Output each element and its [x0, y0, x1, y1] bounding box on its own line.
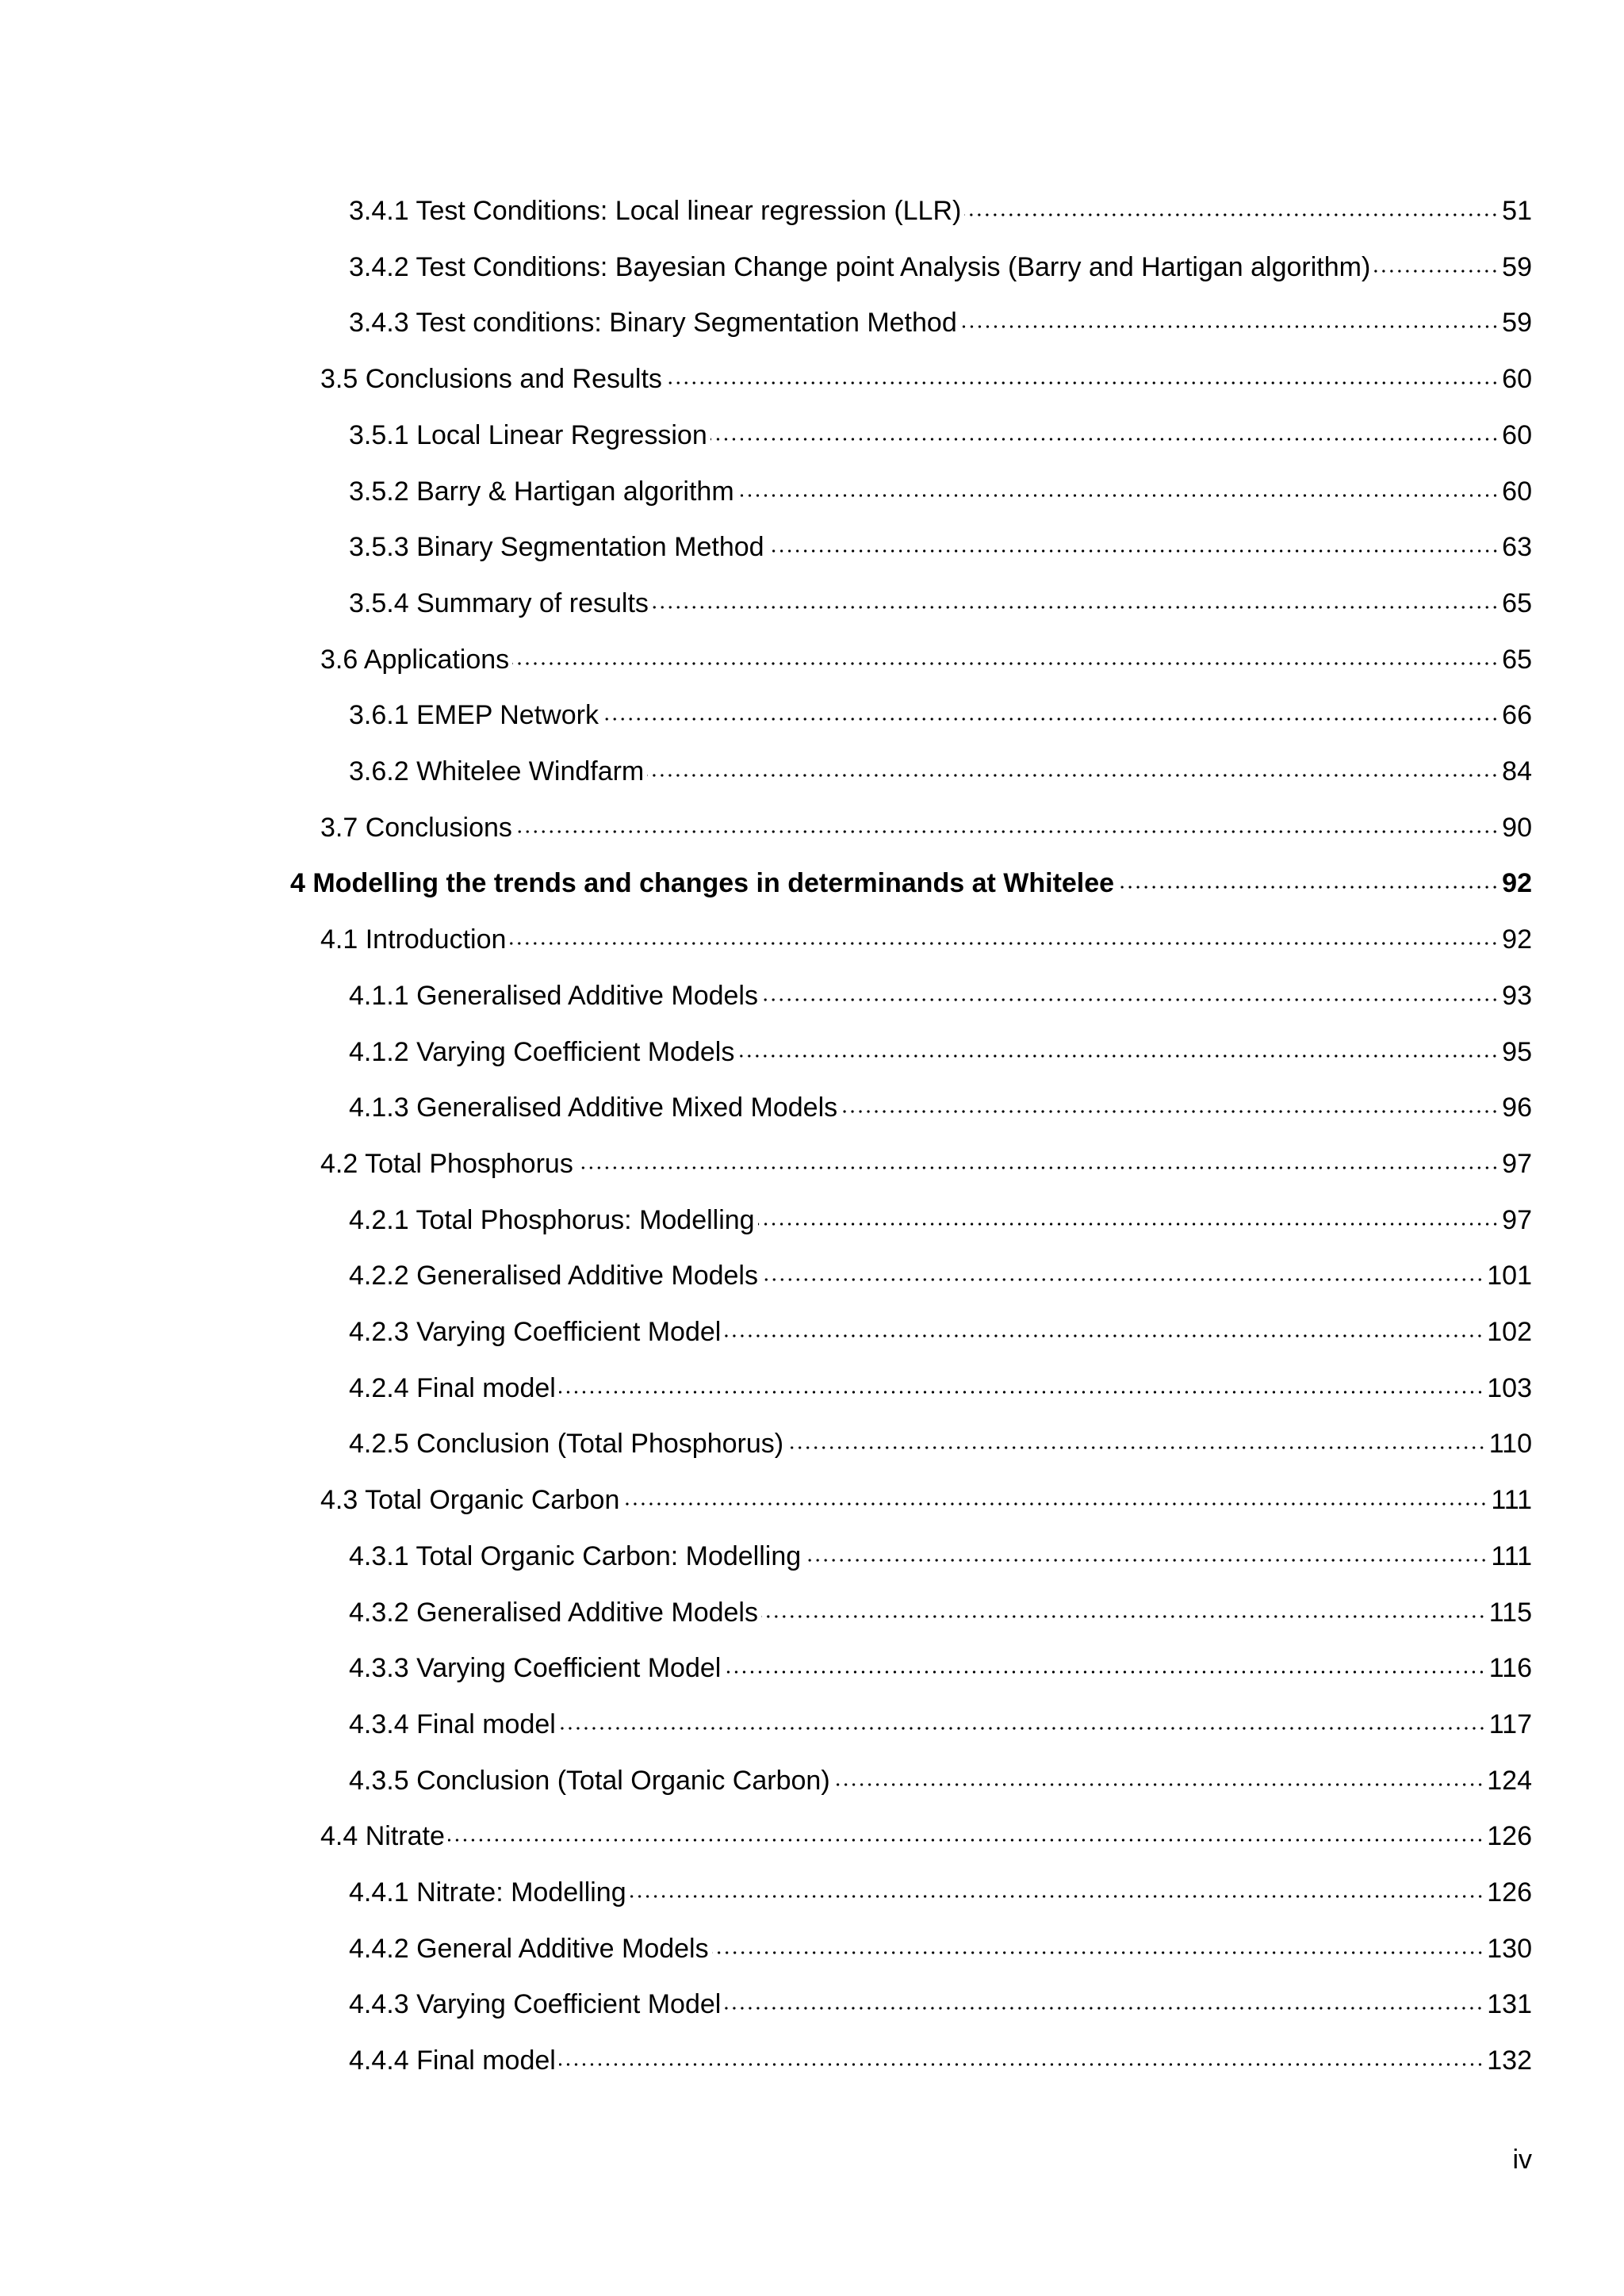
toc-entry-label: 3.5 Conclusions and Results: [320, 364, 662, 395]
toc-entry-label: 4.3.5 Conclusion (Total Organic Carbon): [349, 1765, 830, 1796]
toc-entry-label: 4 Modelling the trends and changes in determinands at Whitelee: [290, 868, 1115, 899]
toc-entry-label: 4.4.4 Final model: [349, 2045, 556, 2076]
dot-leader: [737, 1054, 1499, 1058]
dot-leader: [622, 1502, 1488, 1506]
toc-entry-label: 4.4.1 Nitrate: Modelling: [349, 1877, 626, 1908]
toc-entry-page: 95: [1502, 1036, 1532, 1067]
dot-leader: [602, 718, 1499, 721]
dot-leader: [761, 1615, 1486, 1618]
toc-entry-page: 115: [1488, 1597, 1532, 1628]
toc-entry[interactable]: [349, 1201, 1532, 1239]
toc-entry-page: 101: [1487, 1261, 1532, 1292]
toc-entry[interactable]: [349, 1257, 1532, 1295]
toc-entry-page: 102: [1487, 1317, 1532, 1347]
toc-entry[interactable]: [349, 416, 1532, 454]
toc-entry[interactable]: [349, 1089, 1532, 1127]
dot-leader: [724, 2007, 1484, 2010]
toc-entry[interactable]: [349, 1873, 1532, 1911]
toc-entry-page: 66: [1502, 700, 1532, 731]
dot-leader: [1373, 270, 1499, 273]
toc-entry-page: 60: [1502, 419, 1532, 450]
toc-entry-page: 111: [1491, 1485, 1532, 1516]
dot-leader: [761, 1278, 1484, 1281]
dot-leader: [1117, 886, 1499, 889]
dot-leader: [737, 494, 1500, 497]
dot-leader: [652, 606, 1499, 609]
toc-entry-label: 3.5.3 Binary Segmentation Method: [349, 532, 764, 563]
toc-entry-page: 63: [1502, 532, 1532, 563]
toc-entry-page: 93: [1502, 980, 1532, 1011]
toc-entry[interactable]: [349, 1369, 1532, 1407]
toc-entry-label: 4.4 Nitrate: [320, 1821, 445, 1852]
dot-leader: [761, 998, 1499, 1001]
dot-leader: [787, 1446, 1486, 1449]
toc-entry[interactable]: [320, 1817, 1532, 1855]
toc-entry[interactable]: [349, 1649, 1532, 1687]
dot-leader: [833, 1783, 1484, 1786]
toc-entry-label: 4.3.1 Total Organic Carbon: Modelling: [349, 1540, 802, 1571]
toc-entry[interactable]: [349, 304, 1532, 342]
dot-leader: [665, 381, 1499, 385]
dot-leader: [841, 1110, 1499, 1113]
toc-entry-page: 84: [1502, 756, 1532, 786]
dot-leader: [630, 1895, 1484, 1898]
toc-entry[interactable]: [290, 864, 1532, 902]
toc-entry-page: 97: [1502, 1148, 1532, 1179]
toc-entry[interactable]: [349, 752, 1532, 790]
toc-entry-page: 130: [1487, 1933, 1532, 1964]
dot-leader: [559, 1727, 1486, 1730]
toc-entry-label: 3.4.2 Test Conditions: Bayesian Change point Analysis (Barry and Hartigan algorithm): [349, 251, 1371, 282]
toc-entry[interactable]: [320, 920, 1532, 959]
toc-entry-label: 4.1 Introduction: [320, 924, 507, 955]
toc-entry-page: 90: [1502, 812, 1532, 843]
toc-entry[interactable]: [349, 528, 1532, 566]
toc-entry-label: 4.4.3 Varying Coefficient Model: [349, 1989, 722, 2020]
toc-entry-page: 124: [1487, 1765, 1532, 1796]
dot-leader: [448, 1839, 1484, 1842]
toc-entry-page: 59: [1502, 308, 1532, 339]
toc-entry-page: 65: [1502, 644, 1532, 675]
toc-entry-page: 65: [1502, 587, 1532, 618]
dot-leader: [559, 1391, 1484, 1394]
page-number: iv: [1512, 2145, 1532, 2175]
toc-entry-page: 60: [1502, 476, 1532, 507]
toc-entry[interactable]: [349, 584, 1532, 622]
toc-entry-label: 3.5.4 Summary of results: [349, 587, 649, 618]
toc-entry-page: 59: [1502, 251, 1532, 282]
toc-entry-page: 126: [1487, 1821, 1532, 1852]
toc-entry[interactable]: [349, 696, 1532, 734]
toc-entry-label: 3.4.3 Test conditions: Binary Segmentation Method: [349, 308, 957, 339]
toc-entry[interactable]: [349, 192, 1532, 230]
dot-leader: [515, 830, 1499, 833]
toc-entry[interactable]: [349, 1594, 1532, 1632]
dot-leader: [960, 325, 1499, 328]
dot-leader: [758, 1223, 1500, 1226]
dot-leader: [712, 1951, 1484, 1954]
toc-entry-page: 131: [1487, 1989, 1532, 2020]
toc-entry-page: 117: [1488, 1709, 1532, 1739]
toc-entry-page: 126: [1487, 1877, 1532, 1908]
toc-entry[interactable]: [320, 1145, 1532, 1183]
toc-entry-label: 4.3 Total Organic Carbon: [320, 1485, 620, 1516]
toc-entry-page: 116: [1488, 1653, 1532, 1684]
toc-entry-label: 3.4.1 Test Conditions: Local linear regression (LLR): [349, 196, 962, 226]
toc-entry[interactable]: [320, 809, 1532, 847]
toc-entry[interactable]: [320, 360, 1532, 398]
toc-entry-page: 92: [1502, 868, 1532, 899]
toc-entry[interactable]: [349, 248, 1532, 286]
toc-entry-label: 4.2.5 Conclusion (Total Phosphorus): [349, 1429, 784, 1460]
toc-entry-label: 4.2.4 Final model: [349, 1372, 556, 1403]
toc-entry[interactable]: [349, 1313, 1532, 1351]
dot-leader: [710, 438, 1499, 441]
toc-entry-label: 3.7 Conclusions: [320, 812, 512, 843]
toc-entry-label: 3.5.1 Local Linear Regression: [349, 419, 707, 450]
toc-entry-page: 111: [1491, 1540, 1532, 1571]
toc-entry-label: 3.6.2 Whitelee Windfarm: [349, 756, 645, 786]
toc-entry-label: 4.2.2 Generalised Additive Models: [349, 1261, 758, 1292]
toc-entry-page: 51: [1502, 196, 1532, 226]
toc-entry-label: 4.1.3 Generalised Additive Mixed Models: [349, 1093, 838, 1123]
toc-entry-label: 3.6 Applications: [320, 644, 510, 675]
toc-entry-page: 103: [1487, 1372, 1532, 1403]
dot-leader: [724, 1670, 1485, 1674]
toc-entry[interactable]: [320, 1481, 1532, 1519]
toc-entry-label: 4.2 Total Phosphorus: [320, 1148, 573, 1179]
toc-entry[interactable]: [349, 2042, 1532, 2080]
toc-entry-label: 4.2.1 Total Phosphorus: Modelling: [349, 1204, 755, 1235]
toc-entry[interactable]: [349, 473, 1532, 511]
dot-leader: [964, 213, 1499, 216]
toc-entry-label: 4.3.4 Final model: [349, 1709, 556, 1739]
toc-entry-page: 97: [1502, 1204, 1532, 1235]
dot-leader: [509, 942, 1499, 945]
toc-entry-page: 132: [1487, 2045, 1532, 2076]
toc-entry-label: 3.5.2 Barry & Hartigan algorithm: [349, 476, 734, 507]
toc-entry-label: 4.3.2 Generalised Additive Models: [349, 1597, 758, 1628]
dot-leader: [576, 1166, 1499, 1169]
dot-leader: [512, 662, 1499, 665]
dot-leader: [804, 1559, 1488, 1562]
toc-entry[interactable]: [349, 977, 1532, 1015]
dot-leader: [559, 2063, 1484, 2066]
toc-entry-label: 3.6.1 EMEP Network: [349, 700, 599, 731]
toc-entry-label: 4.4.2 General Additive Models: [349, 1933, 709, 1964]
toc-entry-label: 4.1.2 Varying Coefficient Models: [349, 1036, 735, 1067]
toc-entry-page: 110: [1488, 1429, 1532, 1460]
toc-entry[interactable]: [349, 1705, 1532, 1743]
toc-entry[interactable]: [320, 641, 1532, 679]
dot-leader: [647, 774, 1499, 777]
dot-leader: [724, 1334, 1484, 1337]
toc-entry[interactable]: [349, 1537, 1532, 1575]
toc-entry[interactable]: [349, 1762, 1532, 1800]
toc-entry[interactable]: [349, 1985, 1532, 2023]
dot-leader: [768, 549, 1500, 553]
toc-entry-page: 60: [1502, 364, 1532, 395]
toc-entry-page: 96: [1502, 1093, 1532, 1123]
toc-entry-label: 4.2.3 Varying Coefficient Model: [349, 1317, 722, 1347]
toc-entry[interactable]: [349, 1425, 1532, 1463]
toc-entry-page: 92: [1502, 924, 1532, 955]
toc-entry-label: 4.1.1 Generalised Additive Models: [349, 980, 758, 1011]
toc-entry[interactable]: [349, 1930, 1532, 1968]
toc-entry-label: 4.3.3 Varying Coefficient Model: [349, 1653, 722, 1684]
toc-entry[interactable]: [349, 1033, 1532, 1071]
